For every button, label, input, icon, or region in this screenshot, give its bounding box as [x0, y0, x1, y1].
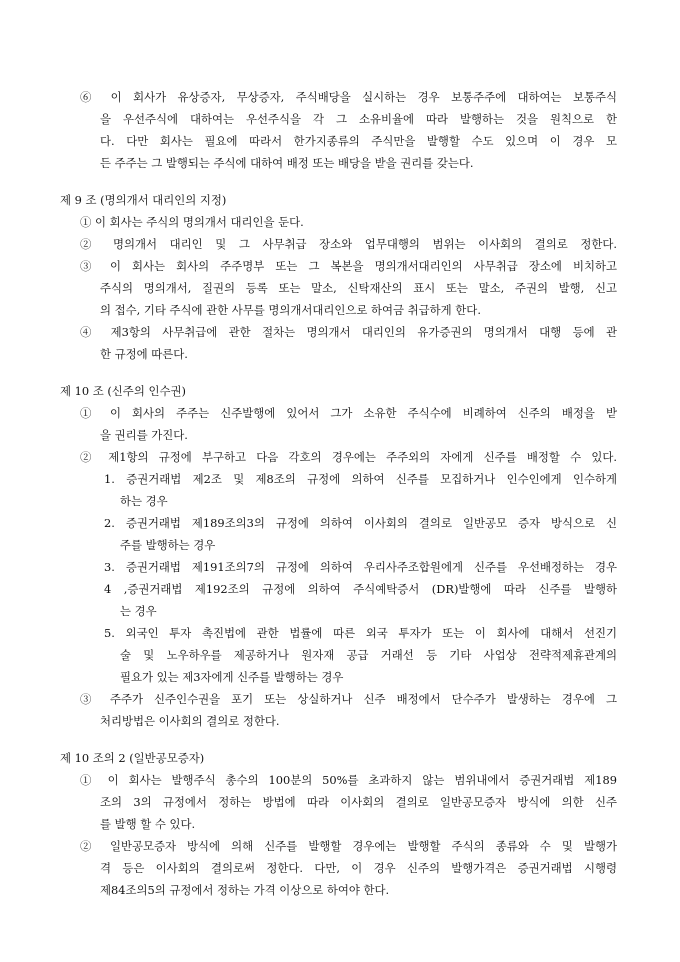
- text-line: 를 발행 할 수 있다.: [100, 817, 196, 831]
- text-line: 제 9 조 (명의개서 대리인의 지정): [60, 193, 227, 207]
- text-line: ③ 주주가 신주인수권을 포기 또는 상실하거나 신주 배정에서 단수주가 발생하는 경우에 그: [80, 692, 617, 706]
- text-line: 처리방법은 이사회의 결의로 정한다.: [100, 714, 280, 728]
- text-line: ④ 제3항의 사무취급에 관한 절차는 명의개서 대리인의 유가증권의 명의개서 대행 등에 관: [80, 325, 617, 339]
- text-line: 1. 증권거래법 제2조 및 제8조의 규정에 의하여 신주를 모집하거나 인수인에게 인수하게: [104, 472, 617, 486]
- text-line: ② 일반공모증자 방식에 의해 신주를 발행할 경우에는 발행할 주식의 종류와 수 및 발행가: [80, 839, 617, 853]
- text-line: 는 경우: [120, 604, 157, 618]
- text-line: 주를 발행하는 경우: [120, 538, 216, 552]
- text-line: 제 10 조 (신주의 인수권): [60, 384, 186, 398]
- text-line: ① 이 회사의 주주는 신주발행에 있어서 그가 소유한 주식수에 비례하여 신주의 배정을 받: [80, 406, 617, 420]
- text-line: ② 제1항의 규정에 부구하고 다음 각호의 경우에는 주주외의 자에게 신주를 배정할 수 있다.: [80, 450, 617, 464]
- text-line: ② 명의개서 대리인 및 그 사무취급 장소와 업무대행의 범위는 이사회의 결의로 정한다.: [80, 237, 617, 251]
- text-line: 5. 외국인 투자 촉진법에 관한 법률에 따른 외국 투자가 또는 이 회사에 대해서 선진기: [104, 626, 617, 640]
- text-line: ① 이 회사는 주식의 명의개서 대리인을 둔다.: [80, 215, 304, 229]
- text-line: 을 권리를 가진다.: [100, 428, 188, 442]
- text-line: ③ 이 회사는 회사의 주주명부 또는 그 복본을 명의개서대리인의 사무취급 장소에 비치하고: [80, 259, 617, 273]
- text-line: 2. 증권거래법 제189조의3의 규정에 의하여 이사회의 결의로 일반공모 증자 방식으로 신: [104, 516, 617, 530]
- text-line: 의 접수, 기타 주식에 관한 사무를 명의개서대리인으로 하여금 취급하게 한다.: [100, 303, 481, 317]
- text-line: 4 ,증권거래법 제192조의 규정에 의하여 주식예탁증서 (DR)발행에 따라 신주를 발행하: [104, 582, 617, 596]
- text-line: 다. 다만 회사는 필요에 따라서 한가지종류의 주식만을 발행할 수도 있으며 이 경우 모: [100, 134, 617, 148]
- text-line: 을 우선주식에 대하여는 우선주식을 각 그 소유비율에 따라 발행하는 것을 원칙으로 한: [100, 112, 617, 126]
- text-line: 주식의 명의개서, 질권의 등록 또는 말소, 신탁재산의 표시 또는 말소, 주권의 발행, 신고: [100, 281, 617, 295]
- text-line: 한 규정에 따른다.: [100, 347, 188, 361]
- text-line: 제 10 조의 2 (일반공모증자): [60, 751, 205, 765]
- text-line: 든 주주는 그 발행되는 주식에 대하여 배정 또는 배당을 받을 권리를 갖는다.: [100, 156, 474, 170]
- text-line: 제84조의5의 규정에서 정하는 가격 이상으로 하여야 한다.: [100, 883, 390, 897]
- text-line: 격 등은 이사회의 결의로써 정한다. 다만, 이 경우 신주의 발행가격은 증권거래법 시행령: [100, 861, 617, 875]
- text-line: 하는 경우: [120, 494, 168, 508]
- text-line: ① 이 회사는 발행주식 총수의 100분의 50%를 초과하지 않는 범위내에서 증권거래법 제189: [80, 773, 617, 787]
- text-line: 3. 증권거래법 제191조의7의 규정에 의하여 우리사주조합원에게 신주를 우선배정하는 경우: [104, 560, 617, 574]
- text-line: ⑥ 이 회사가 유상증자, 무상증자, 주식배당을 실시하는 경우 보통주주에 대하여는 보통주식: [80, 90, 617, 104]
- text-line: 술 및 노우하우를 제공하거나 원자재 공급 거래선 등 기타 사업상 전략적제휴관계의: [120, 648, 617, 662]
- text-line: 필요가 있는 제3자에게 신주를 발행하는 경우: [120, 670, 344, 684]
- text-line: 조의 3의 규정에서 정하는 방법에 따라 이사회의 결의로 일반공모증자 방식에 의한 신주: [100, 795, 617, 809]
